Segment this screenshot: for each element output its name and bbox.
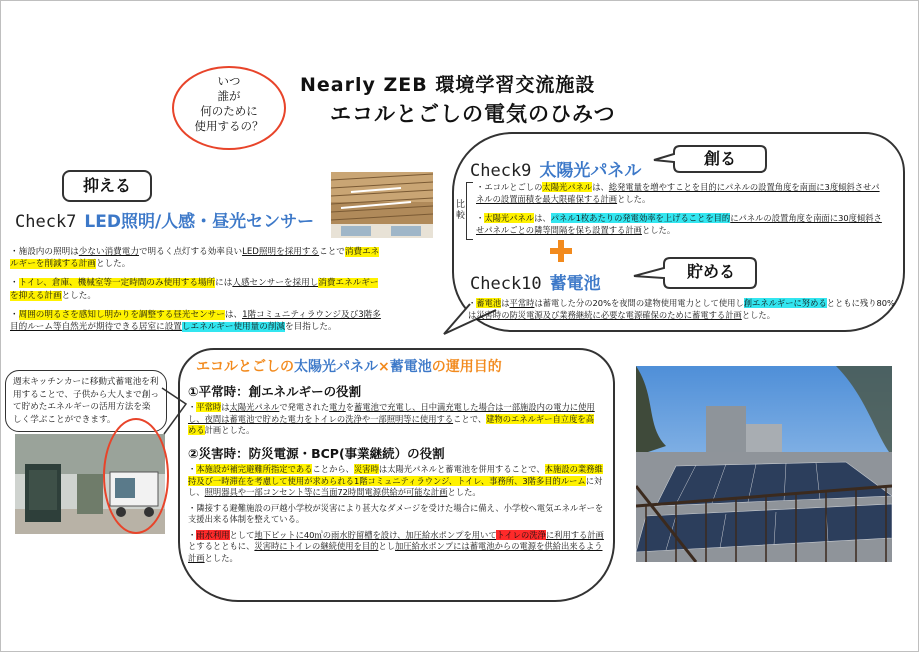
check7-item-2 — [10, 277, 386, 301]
highlighted-text: 本施設の業務維持及び一時滞在を考慮して使用が求められる1階コミュニティラウンジ、トイレ、事務所、3階多目的ルーム — [188, 464, 603, 486]
text-segment: で発電された — [279, 402, 330, 412]
text-segment: で明るく点灯する効率良い — [138, 247, 243, 257]
compare-label: 比較 — [456, 200, 466, 221]
underlined-text: 蓄電池 — [354, 402, 379, 412]
check10-title: 蓄電池 — [549, 274, 601, 294]
highlighted-text: 太陽光パネル — [542, 182, 593, 192]
title-line-1: Nearly ZEB 環境学習交流施設 — [300, 74, 596, 96]
underlined-text: で充電し、日中満充電した場合は一部施設内の電力に使用し、夜間は蓄電池で貯めた電力をトイレの洗浄や一部照明等に使用する — [188, 402, 595, 424]
bullet: ・ — [468, 298, 477, 308]
operation-heading-1: エコルとごしの — [196, 359, 294, 375]
bullet: ・ — [10, 247, 19, 257]
underlined-text: 地下ピットに40㎥の雨水貯留槽を設け、加圧給水ポンプを用いて — [254, 529, 497, 540]
check9-item-2 — [476, 213, 886, 236]
bullet: ・ — [188, 402, 197, 412]
bullet: ・ — [476, 182, 485, 192]
bullet: ・ — [188, 529, 197, 540]
text-segment: とした。 — [617, 193, 651, 204]
kitchen-note: 週末キッチンカーに移動式蓄電池を利用することで、子供から大人まで創って貯めたエネルギーの活用方法を楽しく学ぶことができます。 — [5, 370, 167, 432]
question-oval — [172, 66, 286, 150]
operation-heading-4: 蓄電池 — [389, 359, 432, 375]
operation-sec2-item-2 — [188, 503, 604, 526]
operation-sec2-item-1 — [188, 464, 604, 499]
bullet: ・ — [188, 464, 197, 474]
operation-heading-2: 太陽光パネル — [294, 359, 378, 375]
operation-sec2-item-3 — [188, 530, 604, 565]
text-segment: とともに残り80%は — [468, 298, 895, 320]
operation-heading — [196, 356, 502, 376]
text-segment: とした。 — [204, 552, 238, 563]
bullet: ・ — [10, 278, 19, 289]
text-segment: は — [501, 298, 510, 308]
ceiling-photo-graphic — [331, 172, 433, 238]
highlighted-text: 太陽光パネル — [484, 213, 535, 223]
text-segment: 施設内の照明は — [18, 247, 79, 257]
operation-sec1-title: ①平常時：創エネルギーの役割 — [188, 384, 362, 399]
underlined-text: 少ない消費電力 — [78, 247, 139, 257]
question-lines — [174, 68, 284, 134]
underlined-text: 平常時 — [509, 298, 535, 308]
highlighted-text: 周囲の明るさを感知し明かりを調整する昼光センサー — [18, 309, 225, 320]
check9-number: Check9 — [470, 161, 532, 181]
check10-heading — [470, 269, 601, 294]
underlined-text: にパネルの設置角度を南面に30度傾斜させパネルごとの隣等間隔を保ち設置する計画 — [476, 213, 882, 235]
text-segment: は — [221, 402, 230, 412]
check9-title: 太陽光パネル — [539, 161, 642, 181]
highlighted-text: 平常時 — [196, 402, 222, 412]
text-segment: は太陽光パネルと蓄電池を併用することで、 — [378, 464, 545, 474]
text-segment: ことから、 — [312, 464, 354, 474]
question-line: 使用するの？ — [194, 119, 264, 133]
check7-number: Check7 — [15, 212, 77, 232]
question-line: いつ — [217, 74, 241, 88]
highlighted-text: トイレの洗浄 — [496, 529, 546, 540]
text-segment: として — [229, 529, 255, 540]
text-segment: 計画とした。 — [204, 425, 255, 435]
bullet: ・ — [476, 213, 485, 223]
text-segment: には — [215, 278, 233, 289]
text-segment: を — [345, 402, 355, 412]
text-segment: は、 — [534, 213, 551, 223]
operation-heading-3: × — [378, 359, 390, 375]
underlined-text: 電力 — [329, 402, 346, 412]
underlined-text: に利用する計画 — [545, 529, 604, 540]
question-line: 何のために — [200, 104, 258, 118]
text-segment: は、 — [224, 309, 243, 320]
text-segment: とした。 — [741, 309, 776, 320]
text-segment: を目指した。 — [285, 322, 337, 333]
check7-heading — [15, 207, 314, 232]
underlined-text: 加圧給水ポンプには蓄電池からの電源を供給出来るよう計画 — [188, 541, 603, 563]
text-segment: ことで、 — [453, 413, 487, 424]
check9-badge: 創る — [703, 149, 736, 168]
ceiling-photo — [331, 172, 433, 238]
highlighted-text: パネル1枚あたりの発電効率を上げることを目的 — [550, 213, 731, 223]
underlined-text: 照明器具や一部コンセント等に当面72時間電源供給が可能な計画 — [204, 487, 448, 497]
kitchen-pointer — [160, 384, 190, 444]
check7-item-3 — [10, 309, 386, 333]
underlined-text: 災害時にトイレの継続使用を目的 — [254, 541, 379, 551]
check7-list — [10, 246, 386, 333]
check10-number: Check10 — [470, 274, 542, 294]
text-segment: エコルとごしの — [484, 182, 543, 192]
check7-badge: 抑える — [62, 170, 152, 202]
underlined-text: 人感センサーを採用し — [232, 278, 319, 289]
highlighted-text: 雨水利用 — [196, 529, 230, 540]
check10-item-1 — [468, 298, 898, 321]
title-line-2: エコルとごしの電気のひみつ — [330, 102, 616, 126]
text-segment: に対し、 — [188, 475, 603, 497]
underlined-text: 総発電量を増やすことを目的 — [608, 182, 717, 192]
check7-item-1 — [10, 246, 386, 270]
text-segment: は蓄電した分の20%を夜間の建物使用電力として使用し — [534, 298, 744, 308]
highlighted-text: 消費エネルギーを削減する計画 — [10, 247, 380, 270]
underlined-text: LED照明を採用する — [242, 247, 320, 257]
highlighted-text: 本施設が補完避難所指定である — [196, 464, 313, 474]
text-segment: とした。 — [447, 487, 481, 497]
bullet: ・ — [188, 502, 197, 513]
operation-sec1-item-1 — [188, 402, 600, 437]
solar-panel-photo — [636, 366, 892, 562]
text-segment: とした。 — [61, 290, 96, 301]
operation-sec1-list — [188, 402, 600, 437]
solar-panel-graphic — [636, 366, 892, 562]
highlighted-text: 蓄電池 — [476, 298, 502, 308]
check10-list — [468, 298, 898, 321]
text-segment: とした。 — [641, 224, 676, 235]
highlighted-text: 消費エネルギーを抑える計画 — [10, 278, 379, 301]
text-segment: 隣接する避難施設の戸越小学校が災害により甚大なダメージを受けた場合に備え、小学校へ電気エネルギーを支援出来る体制を整えている。 — [188, 502, 604, 524]
text-segment: とするとともに、 — [188, 541, 255, 551]
plus-icon — [550, 240, 572, 262]
check7-title: LED照明/人感・昼光センサー — [84, 212, 315, 232]
text-segment: は、 — [592, 182, 609, 192]
highlighted-text: トイレ、倉庫、機械室等一定時間のみ使用する場所 — [18, 278, 216, 289]
check10-badge: 貯める — [686, 262, 735, 281]
highlighted-text: しエネルギー使用量の削減 — [181, 322, 286, 333]
highlighted-text: 創エネルギーに努める — [743, 298, 827, 308]
bullet: ・ — [10, 309, 19, 320]
operation-sec2-title: ②災害時：防災電源・BCP(事業継続）の役割 — [188, 446, 445, 461]
check9-item-1 — [476, 182, 886, 205]
highlighted-text: 建物のエネルギー自立度を高める — [188, 413, 594, 435]
question-line: 誰が — [217, 89, 241, 103]
underlined-text: にパネルの設置角度を南面に3度傾斜させパネルの設置面積を最大限確保する計画 — [476, 182, 880, 204]
text-segment: とした。 — [95, 259, 131, 270]
operation-heading-5: の運用目的 — [431, 359, 502, 375]
text-segment: ことで — [319, 247, 345, 257]
underlined-text: 太陽光パネル — [229, 402, 280, 412]
text-segment: とし — [378, 541, 396, 551]
underlined-text: 1階コミュニティラウンジ及び3階多目的ルーム等自然光が期待できる居室に設置 — [10, 309, 381, 333]
check9-heading — [470, 156, 641, 181]
highlighted-text: 災害時 — [353, 464, 379, 474]
check9-list — [476, 182, 886, 236]
underlined-text: 災害時の防災電源及び業務継続に必要な電源確保のために蓄電する計画 — [476, 309, 742, 320]
operation-sec2-list — [188, 464, 604, 564]
